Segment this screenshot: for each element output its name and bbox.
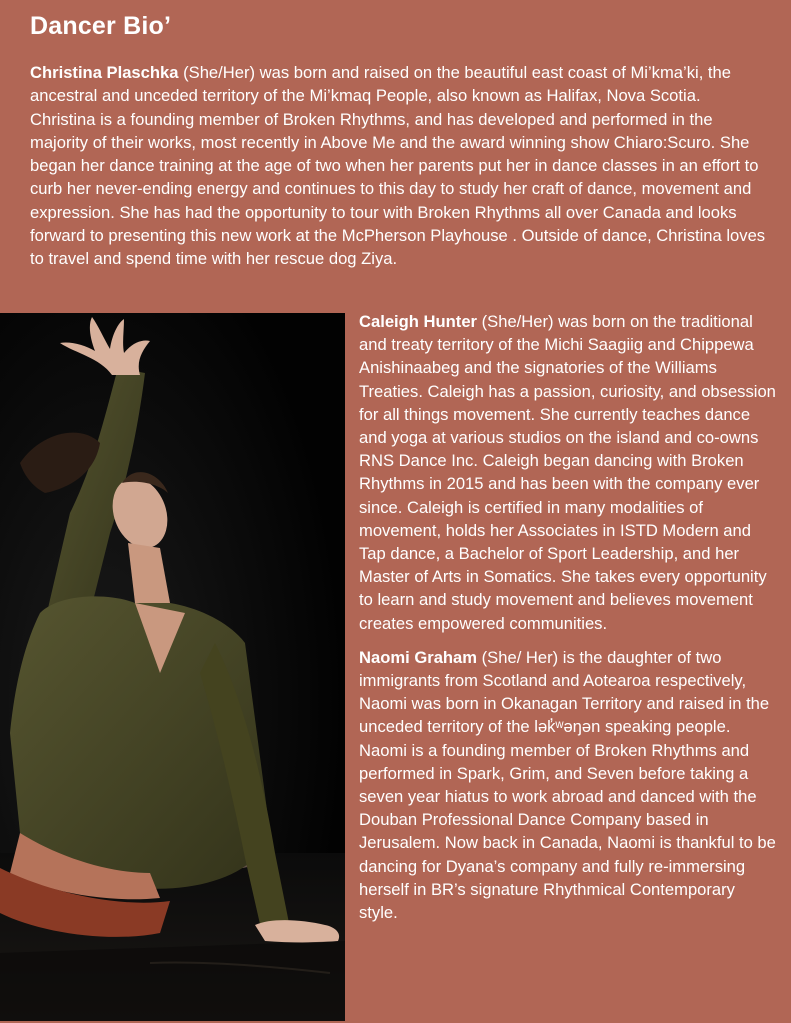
page-title: Dancer Bio’ [30, 12, 172, 40]
bio-caleigh [359, 310, 777, 635]
bio-text: (She/Her) was born and raised on the beautiful east coast of Mi’kma’ki, the ancestral and unceded territory of the Mi’kmaq People, also known as Halifax, Nova Scotia. Christina is a founding member of Broken Rhythms, and has developed and performed in the majority of their works, most recently in Above Me and the award winning show Chiaro:Scuro. She began her dance training at the age of two when her parents put her in dance classes in an effort to curb her never-ending energy and continues to this day to study her craft of dance, movement and expression. She has had the opportunity to tour with Broken Rhythms all over Canada and looks forward to presenting this new work at the McPherson Playhouse . Outside of dance, Christina loves to travel and spend time with her rescue dog Ziya. [30, 63, 766, 269]
dancer-photo [0, 313, 345, 1021]
bio-text: (She/ Her) is the daughter of two immigrants from Scotland and Aotearoa respectively, Naomi was born in Okanagan Territory and raised in the unceded territory of the lək̓ʷəŋən speaking people. Naomi is a founding member of Broken Rhythms and performed in Spark, Grim, and Seven before taking a seven year hiatus to work abroad and danced with the Douban Professional Dance Company based in Jerusalem. Now back in Canada, Naomi is thankful to be dancing for Dyana’s company and fully re-immersing herself in BR’s signature Rhythmical Contemporary style. [359, 647, 776, 923]
bio-text: (She/Her) was born on the traditional and treaty territory of the Michi Saagiig and Chippewa Anishinaabeg and the signatories of the Williams Treaties. Caleigh has a passion, curiosity, and obsession for all things movement. She currently teaches dance and yoga at various studios on the island and co-owns RNS Dance Inc. Caleigh began dancing with Broken Rhythms in 2015 and has been with the company ever since. Caleigh is certified in many modalities of movement, holds her Associates in ISTD Modern and Tap dance, a Bachelor of Sport Leadership, and her Master of Arts in Somatics. She takes every opportunity to learn and study movement and believes movement creates empowered communities. [359, 312, 776, 633]
bio-name: Christina Plaschka [30, 63, 179, 82]
dancer-photo-icon [0, 313, 345, 1021]
right-column [359, 310, 777, 935]
bio-name: Caleigh Hunter [359, 312, 478, 331]
bio-name: Naomi Graham [359, 647, 478, 667]
bio-naomi [359, 646, 777, 924]
bio-christina [30, 61, 770, 271]
